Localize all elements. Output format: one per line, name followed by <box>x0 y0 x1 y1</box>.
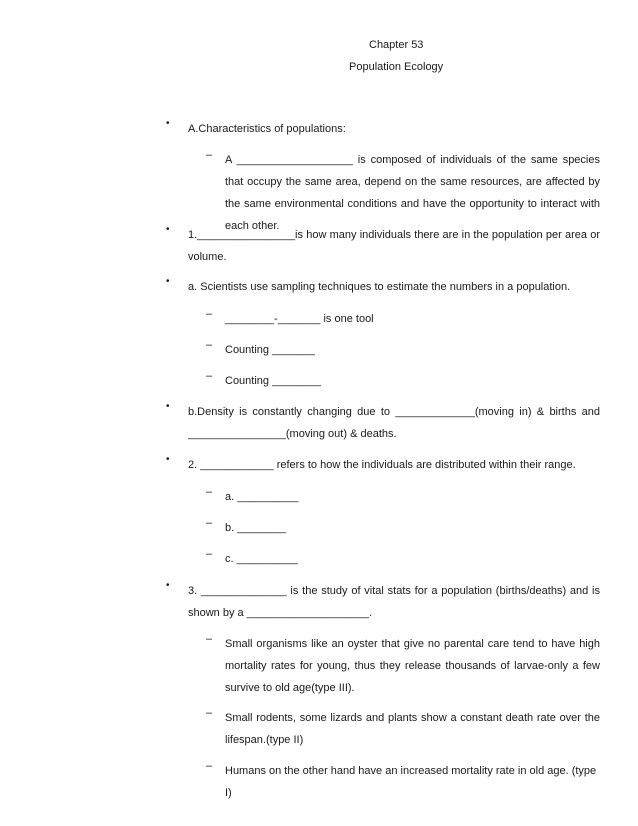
bullet-icon: • <box>166 224 170 235</box>
dash-icon: – <box>206 548 213 560</box>
bullet-icon: • <box>166 118 170 129</box>
list-item: Counting ________ <box>225 375 322 387</box>
section-a-heading: A.Characteristics of populations: <box>188 123 346 135</box>
bullet-icon: • <box>166 454 170 465</box>
bullet-icon: • <box>166 580 170 591</box>
list-item: c. __________ <box>225 553 298 565</box>
sampling-techniques: a. Scientists use sampling techniques to estimate the numbers in a population. <box>188 281 571 293</box>
list-item: b. ________ <box>225 522 287 534</box>
dash-icon: – <box>206 633 213 645</box>
density-change-line1: b.Density is constantly changing due to _____________(moving in) & births and <box>188 406 600 418</box>
dash-icon: – <box>206 339 213 351</box>
density-definition-line2: volume. <box>188 251 227 263</box>
dash-icon: – <box>206 308 213 320</box>
dash-icon: – <box>206 760 213 772</box>
density-change-line2: ________________(moving out) & deaths. <box>188 428 397 440</box>
chapter-heading: Chapter 53 <box>369 39 424 51</box>
bullet-icon: • <box>166 401 170 412</box>
demography-line2: shown by a ____________________. <box>188 607 373 619</box>
demography-line1: 3. ______________ is the study of vital stats for a population (births/deaths) and is <box>188 585 600 597</box>
dash-icon: – <box>206 517 213 529</box>
dash-icon: – <box>206 486 213 498</box>
survivorship-type-1: Humans on the other hand have an increased mortality rate in old age. (type I) <box>225 765 597 799</box>
dispersion-definition: 2. ____________ refers to how the individuals are distributed within their range. <box>188 459 576 471</box>
bullet-icon: • <box>166 276 170 287</box>
density-definition-line1: 1.________________is how many individuals there are in the population per area or <box>188 229 600 241</box>
dash-icon: – <box>206 370 213 382</box>
survivorship-type-3: Small organisms like an oyster that give no parental care tend to have high mortality rates for young, thus they release thousands of larvae-only a few survive to old age(type III). <box>225 638 600 694</box>
survivorship-type-2: Small rodents, some lizards and plants show a constant death rate over the lifespan.(type II) <box>225 712 600 746</box>
list-item: ________-_______ is one tool <box>225 313 374 325</box>
list-item: a. __________ <box>225 491 299 503</box>
dash-icon: – <box>206 707 213 719</box>
page-title: Population Ecology <box>349 61 444 73</box>
dash-icon: – <box>206 149 213 161</box>
list-item: Counting _______ <box>225 344 315 356</box>
population-definition: A ___________________ is composed of individuals of the same species that occupy the same area, depend on the same resources, are affected by the same environmental conditions and have the opportunity to interact with each other. <box>225 154 600 232</box>
